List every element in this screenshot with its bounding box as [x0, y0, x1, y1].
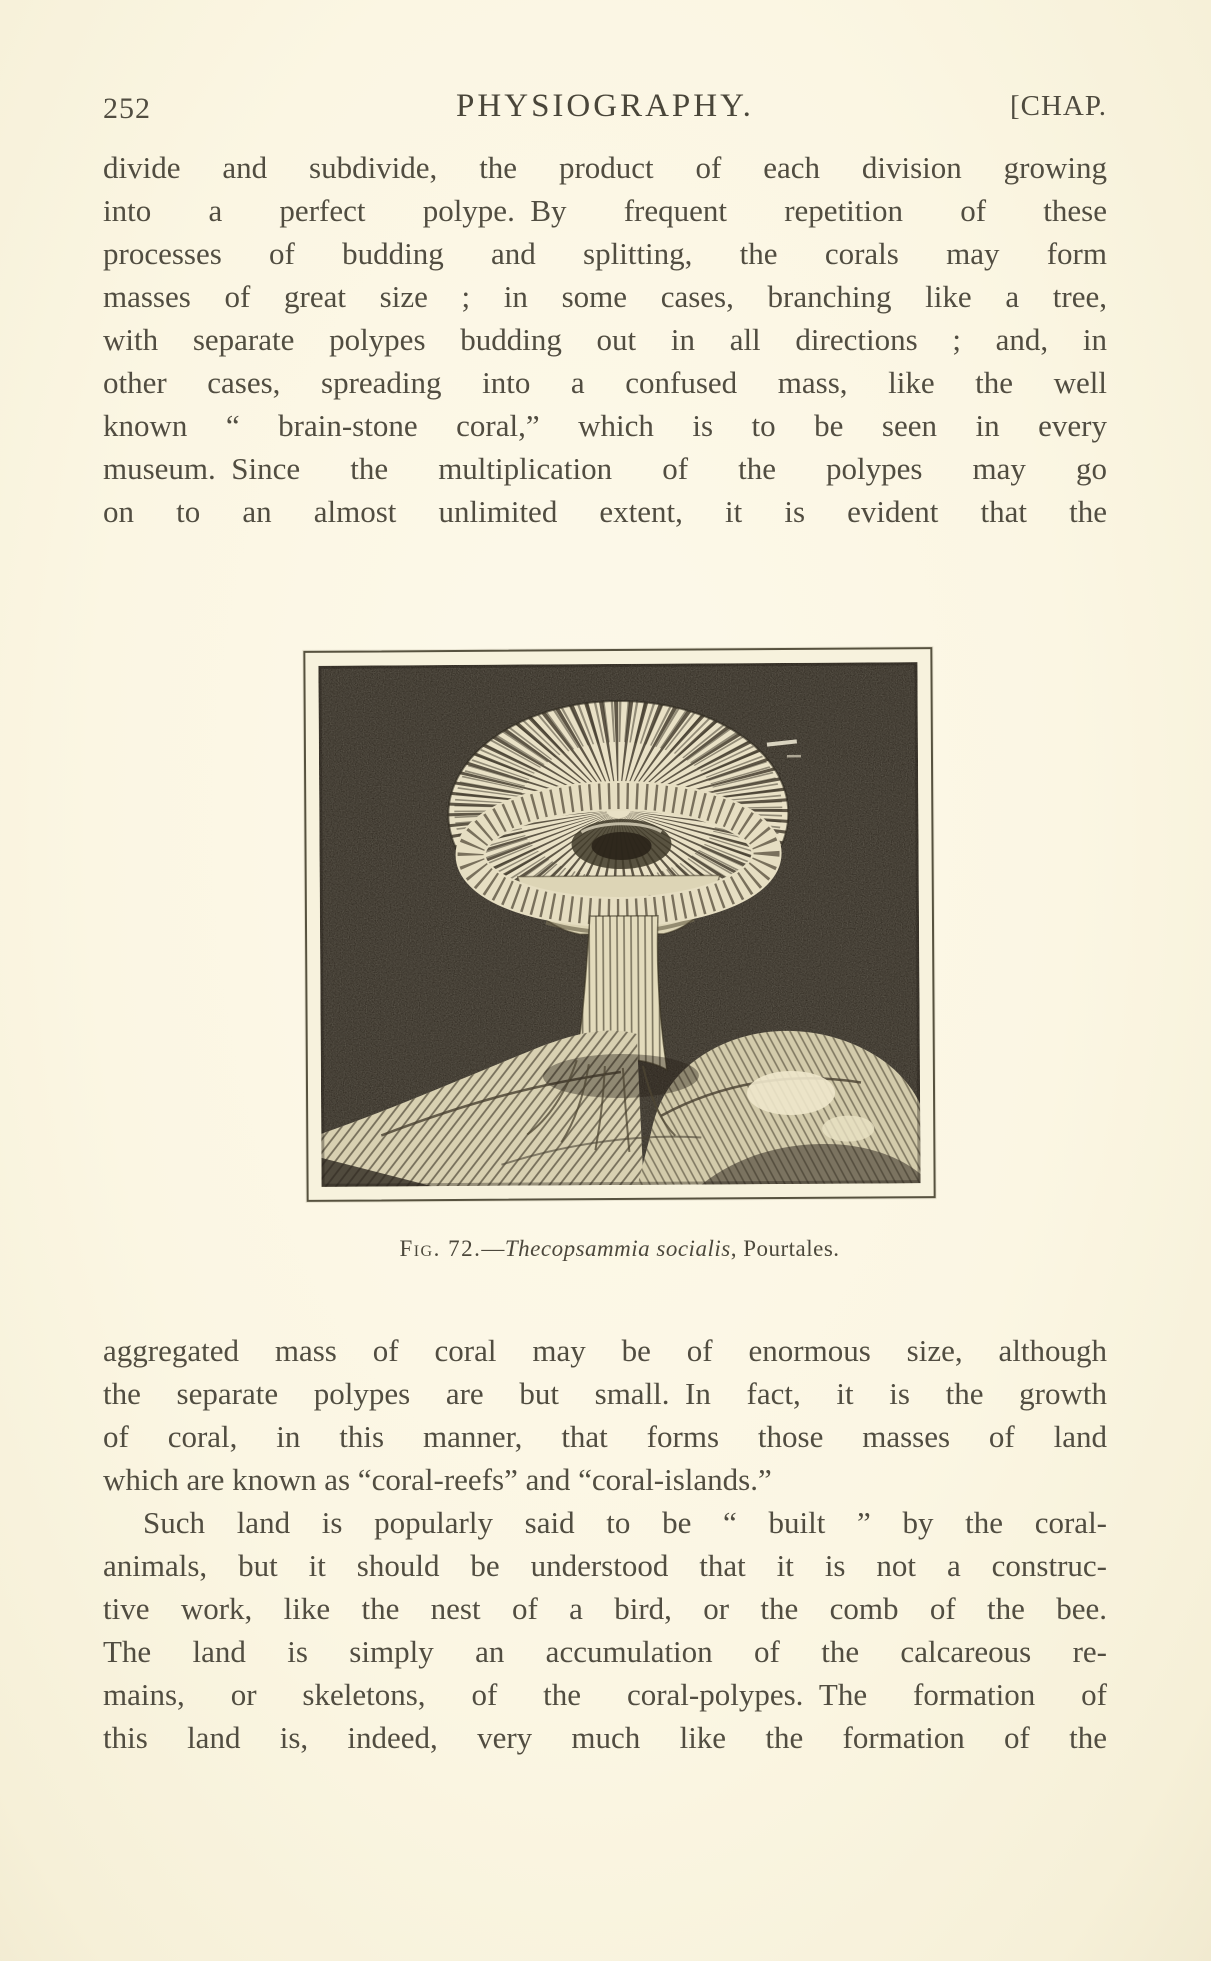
- page-number: 252: [103, 92, 151, 125]
- text-line: other cases, spreading into a confused mass, like the well: [103, 365, 1107, 400]
- text-line: The land is simply an accumulation of the calcareous re-: [103, 1634, 1107, 1669]
- chapter-marker: [CHAP.: [1009, 90, 1107, 122]
- text-line: mains, or skeletons, of the coral-polypes. The formation of: [103, 1677, 1107, 1712]
- text-line: on to an almost unlimited extent, it is evident that the: [103, 494, 1107, 529]
- text-line: known “ brain-stone coral,” which is to be seen in every: [103, 408, 1107, 443]
- coral-engraving: [318, 662, 920, 1187]
- text-line: processes of budding and splitting, the corals may form: [103, 236, 1107, 271]
- text-line: the separate polypes are but small. In fact, it is the growth: [103, 1376, 1107, 1411]
- paragraph-3: [103, 1501, 1107, 1759]
- figure-caption: [305, 1236, 934, 1262]
- paragraph-1: [103, 146, 1107, 533]
- text-line: this land is, indeed, very much like the formation of the: [103, 1720, 1107, 1755]
- species-name: Thecopsammia socialis: [504, 1236, 731, 1261]
- text-line: which are known as “coral-reefs” and “coral-islands.”: [103, 1462, 772, 1497]
- figure-label: Fig. 72.: [399, 1236, 482, 1261]
- text-line: with separate polypes budding out in all directions ; and, in: [103, 322, 1107, 357]
- page-header: [103, 88, 1107, 128]
- text-line: museum. Since the multiplication of the polypes may go: [103, 451, 1107, 486]
- caption-dash: —: [481, 1236, 505, 1261]
- paragraph-2: [103, 1329, 1107, 1501]
- caption-attribution: , Pourtales.: [730, 1236, 840, 1261]
- running-title: PHYSIOGRAPHY.: [456, 88, 754, 124]
- text-line: tive work, like the nest of a bird, or the comb of the bee.: [103, 1591, 1107, 1626]
- text-line: into a perfect polype. By frequent repetition of these: [103, 193, 1107, 228]
- text-line: masses of great size ; in some cases, branching like a tree,: [103, 279, 1107, 314]
- figure-plate-frame: [303, 647, 935, 1202]
- text-line: divide and subdivide, the product of each division growing: [103, 150, 1107, 185]
- text-line: animals, but it should be understood that it is not a construc-: [103, 1548, 1107, 1583]
- text-line: of coral, in this manner, that forms those masses of land: [103, 1419, 1107, 1454]
- text-line: Such land is popularly said to be “ built ” by the coral-: [143, 1505, 1107, 1540]
- text-line: aggregated mass of coral may be of enormous size, although: [103, 1333, 1107, 1368]
